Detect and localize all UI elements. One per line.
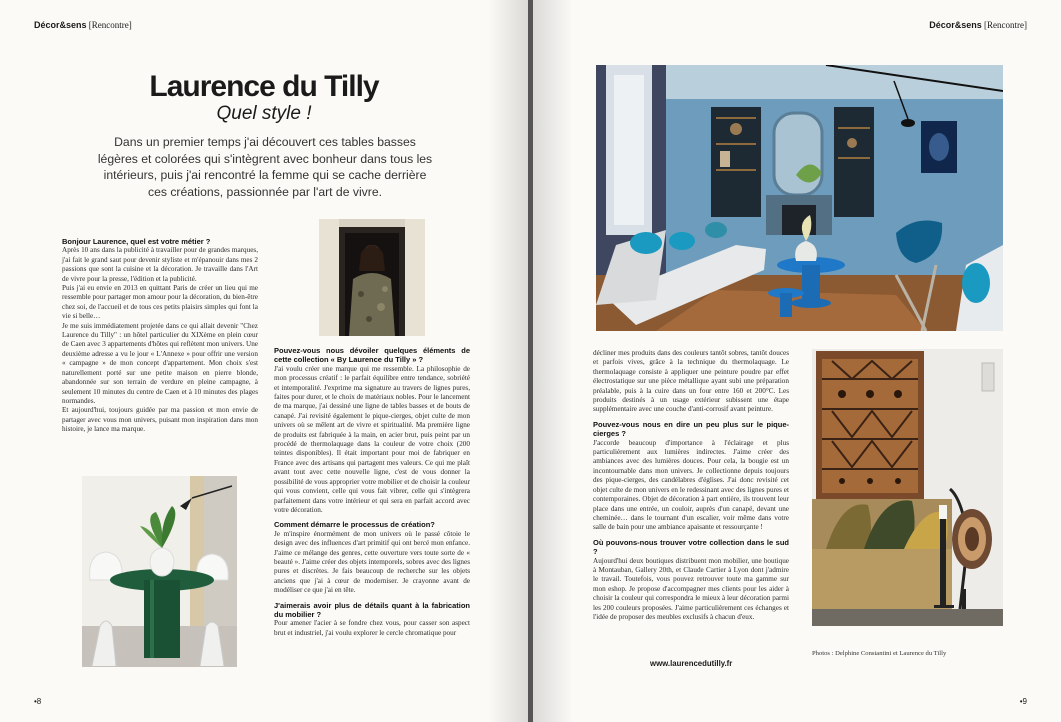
body-paragraph: Je me suis immédiatement projetée dans ce qui allait devenir "Chez Laurence du Tilly" : un hôtel particulier du XIXème en plein cœur de Caen avec 3 appartements d'hôtes qui reflètent mon univers. Une deuxième adresse a vu le jour « L'Annexe » pour offrir une version « campagne » de mon concept d'appartement. Mon choix s'est naturellement porté sur une petite maison en pierre blonde, abandonnée sur son terrain de verdure en pleine campagne, à seulement 10 minutes du centre de Caen et à 10 minutes des plages normandes.: [62, 321, 258, 405]
body-paragraph: Je m'inspire énormément de mon univers où le passé côtoie le design avec des influences d'art primitif qui ont bercé mon enfance. J'aime ce mélange des genres, cette ouverture vers toute sorte de « beauté ». J'aime créer des objets intemporels, sobres avec des lignes pures et discrètes. Je fais beaucoup de recherche sur les objets anciens que j'ai à cœur de moderniser. Je crayonne avant de modéliser ce que j'ai en tête.: [274, 529, 470, 595]
running-header-right: [929, 20, 1027, 30]
text-column-3: [593, 349, 789, 622]
interview-question: Pouvez-vous nous en dire un peu plus sur le pique-cierges ?: [593, 419, 789, 439]
body-paragraph: J'accorde beaucoup d'importance à l'éclairage et plus particulièrement aux lumières indirectes. J'aime créer des ambiances avec des lumières douces. Pour cela, la bougie est un incontournable dans mon univers. Je collectionne depuis toujours des pique-cierges, des candélabres d'églises. J'ai donc revisité cet objet culte de mon univers en le redessinant avec des lignes pures et contemporaines. Objet de décoration à part entière, ils trouvent leur place dans une entrée, un couloir, auprès d'un canapé, devant une cheminée… dans le tournant d'un escalier, voir même dans votre salle de bain pour une ambiance apaisante et ressourçante !: [593, 438, 789, 532]
website-link[interactable]: www.laurencedutilly.fr: [650, 659, 733, 668]
text-column-2: [274, 346, 470, 638]
right-page: [533, 0, 1061, 722]
brand-name: Décor&sens: [34, 20, 87, 30]
body-paragraph: décliner mes produits dans des couleurs tantôt sobres, tantôt douces et parfois vives, grâce à la technique du thermolaquage. Le thermolaquage consiste à appliquer une peinture poudre par effet électrostatique sur une pièce métallique ayant subi une préparation préalable, puis à la cuire dans un four entre 160 et 200°C. Les produits destinés à un usage extérieur subissent une étape supplémentaire avec une couche d'anti-corrosif avant peinture.: [593, 349, 789, 414]
body-paragraph: Puis j'ai eu envie en 2013 en quittant Paris de créer un lieu qui me ressemble pour partager mon amour pour la décoration, du bien-être chez soi, de l'accueil et de tous ces petits plaisirs simples qui font la vie si belle…: [62, 284, 258, 321]
page-number-right: •9: [1019, 697, 1027, 706]
text-column-1: [62, 237, 258, 435]
interview-question: Comment démarre le processus de création?: [274, 520, 435, 530]
body-paragraph: Après 10 ans dans la publicité à travailler pour de grandes marques, j'ai fait le grand saut pour devenir styliste et m'épanouir dans mes 2 passions que sont la cuisine et la décoration. Je travaille dans l'Art de vivre pour la presse, l'édition et la publicité.: [62, 246, 258, 283]
brand-name-right: Décor&sens: [929, 20, 982, 30]
section-tag: [Rencontre]: [88, 20, 132, 30]
interview-question: J'aimerais avoir plus de détails quant à la fabrication du mobilier ?: [274, 600, 470, 619]
article-intro: Dans un premier temps j'ai découvert ces tables basses légères et colorées qui s'intègrent avec bonheur dans tous les intérieurs, puis j'ai rencontré la femme qui se cache derrière ces créations, passionnée par l'art de vivre.: [97, 135, 433, 199]
body-paragraph: Aujourd'hui deux boutiques distribuent mon mobilier, une boutique à Montauban, Gallery 20th, et Claude Cartier à Lyon dont j'admire le travail. Toutefois, vous pouvez retrouver toute ma gamme sur mon eshop. Je propose d'accompagner mes clients pour les aider à choisir la couleur qui correspondra le mieux à leur décoration parmi les 200 couleurs proposées. J'aime particulièrement ces échanges et l'idée de proposer des meubles exclusifs à chacun d'eux.: [593, 556, 789, 621]
left-page: [0, 0, 528, 722]
section-tag-right: [Rencontre]: [984, 20, 1027, 30]
portrait-photo: [319, 219, 425, 336]
body-paragraph: Pour amener l'acier à se fondre chez vous, pour casser son aspect brut et industriel, j'ai voulu explorer le cercle chromatique pour: [274, 619, 470, 637]
article-title: Laurence du Tilly: [149, 70, 379, 103]
body-paragraph: J'ai voulu créer une marque qui me ressemble. La philosophie de mon processus créatif : le parfait équilibre entre tendance, sobriété et intemporalité. J'exprime ma signature au travers de lignes pures, faites pour durer, et le choix de matériaux nobles. Pour le lancement de ma marque, j'ai dessiné une ligne de tables basses et de bouts de canapé. J'ai revisité également le pique-cierges, objet culte de mon univers où se mêlent art de vivre et spiritualité. Ma première ligne de produits est fabriquée à la main, en acier brut, puis peint par un procédé de thermolaquage dans la couleur de votre choix (200 teintes disponibles). Il était important pour moi de fabriquer en France avec des artisans qui partagent mes valeurs. Ce qui me plaît avant tout avec cette nouvelle ligne, c'est de vous donner la possibilité de vous approprier votre mobilier et de choisir la couleur qui vous convient, celle qui vous fait vibrer, celle qui s'intègrera parfaitement dans votre intérieur et qui sera en parfait accord avec votre décoration.: [274, 364, 470, 514]
interview-question: Pouvez-vous nous dévoiler quelques éléments de cette collection « By Laurence du Tilly » ?: [274, 346, 470, 365]
page-number-left: •8: [34, 697, 42, 706]
interview-question: Où pouvons-nous trouver votre collection dans le sud ?: [593, 537, 789, 557]
living-room-photo: [596, 65, 1003, 331]
photo-credit: Photos : Delphine Constantini et Laurence du Tilly: [812, 650, 947, 657]
green-table-photo: [82, 476, 237, 667]
textile-sofa-photo: [812, 349, 1003, 626]
article-subtitle: Quel style !: [216, 103, 312, 124]
running-header: [34, 20, 132, 30]
interview-question: Bonjour Laurence, quel est votre métier ?: [62, 237, 211, 246]
body-paragraph: Et aujourd'hui, toujours guidée par ma passion et mon envie de partager avec vous mon univers, puisant mon inspiration dans mon histoire, je lance ma marque.: [62, 406, 258, 434]
